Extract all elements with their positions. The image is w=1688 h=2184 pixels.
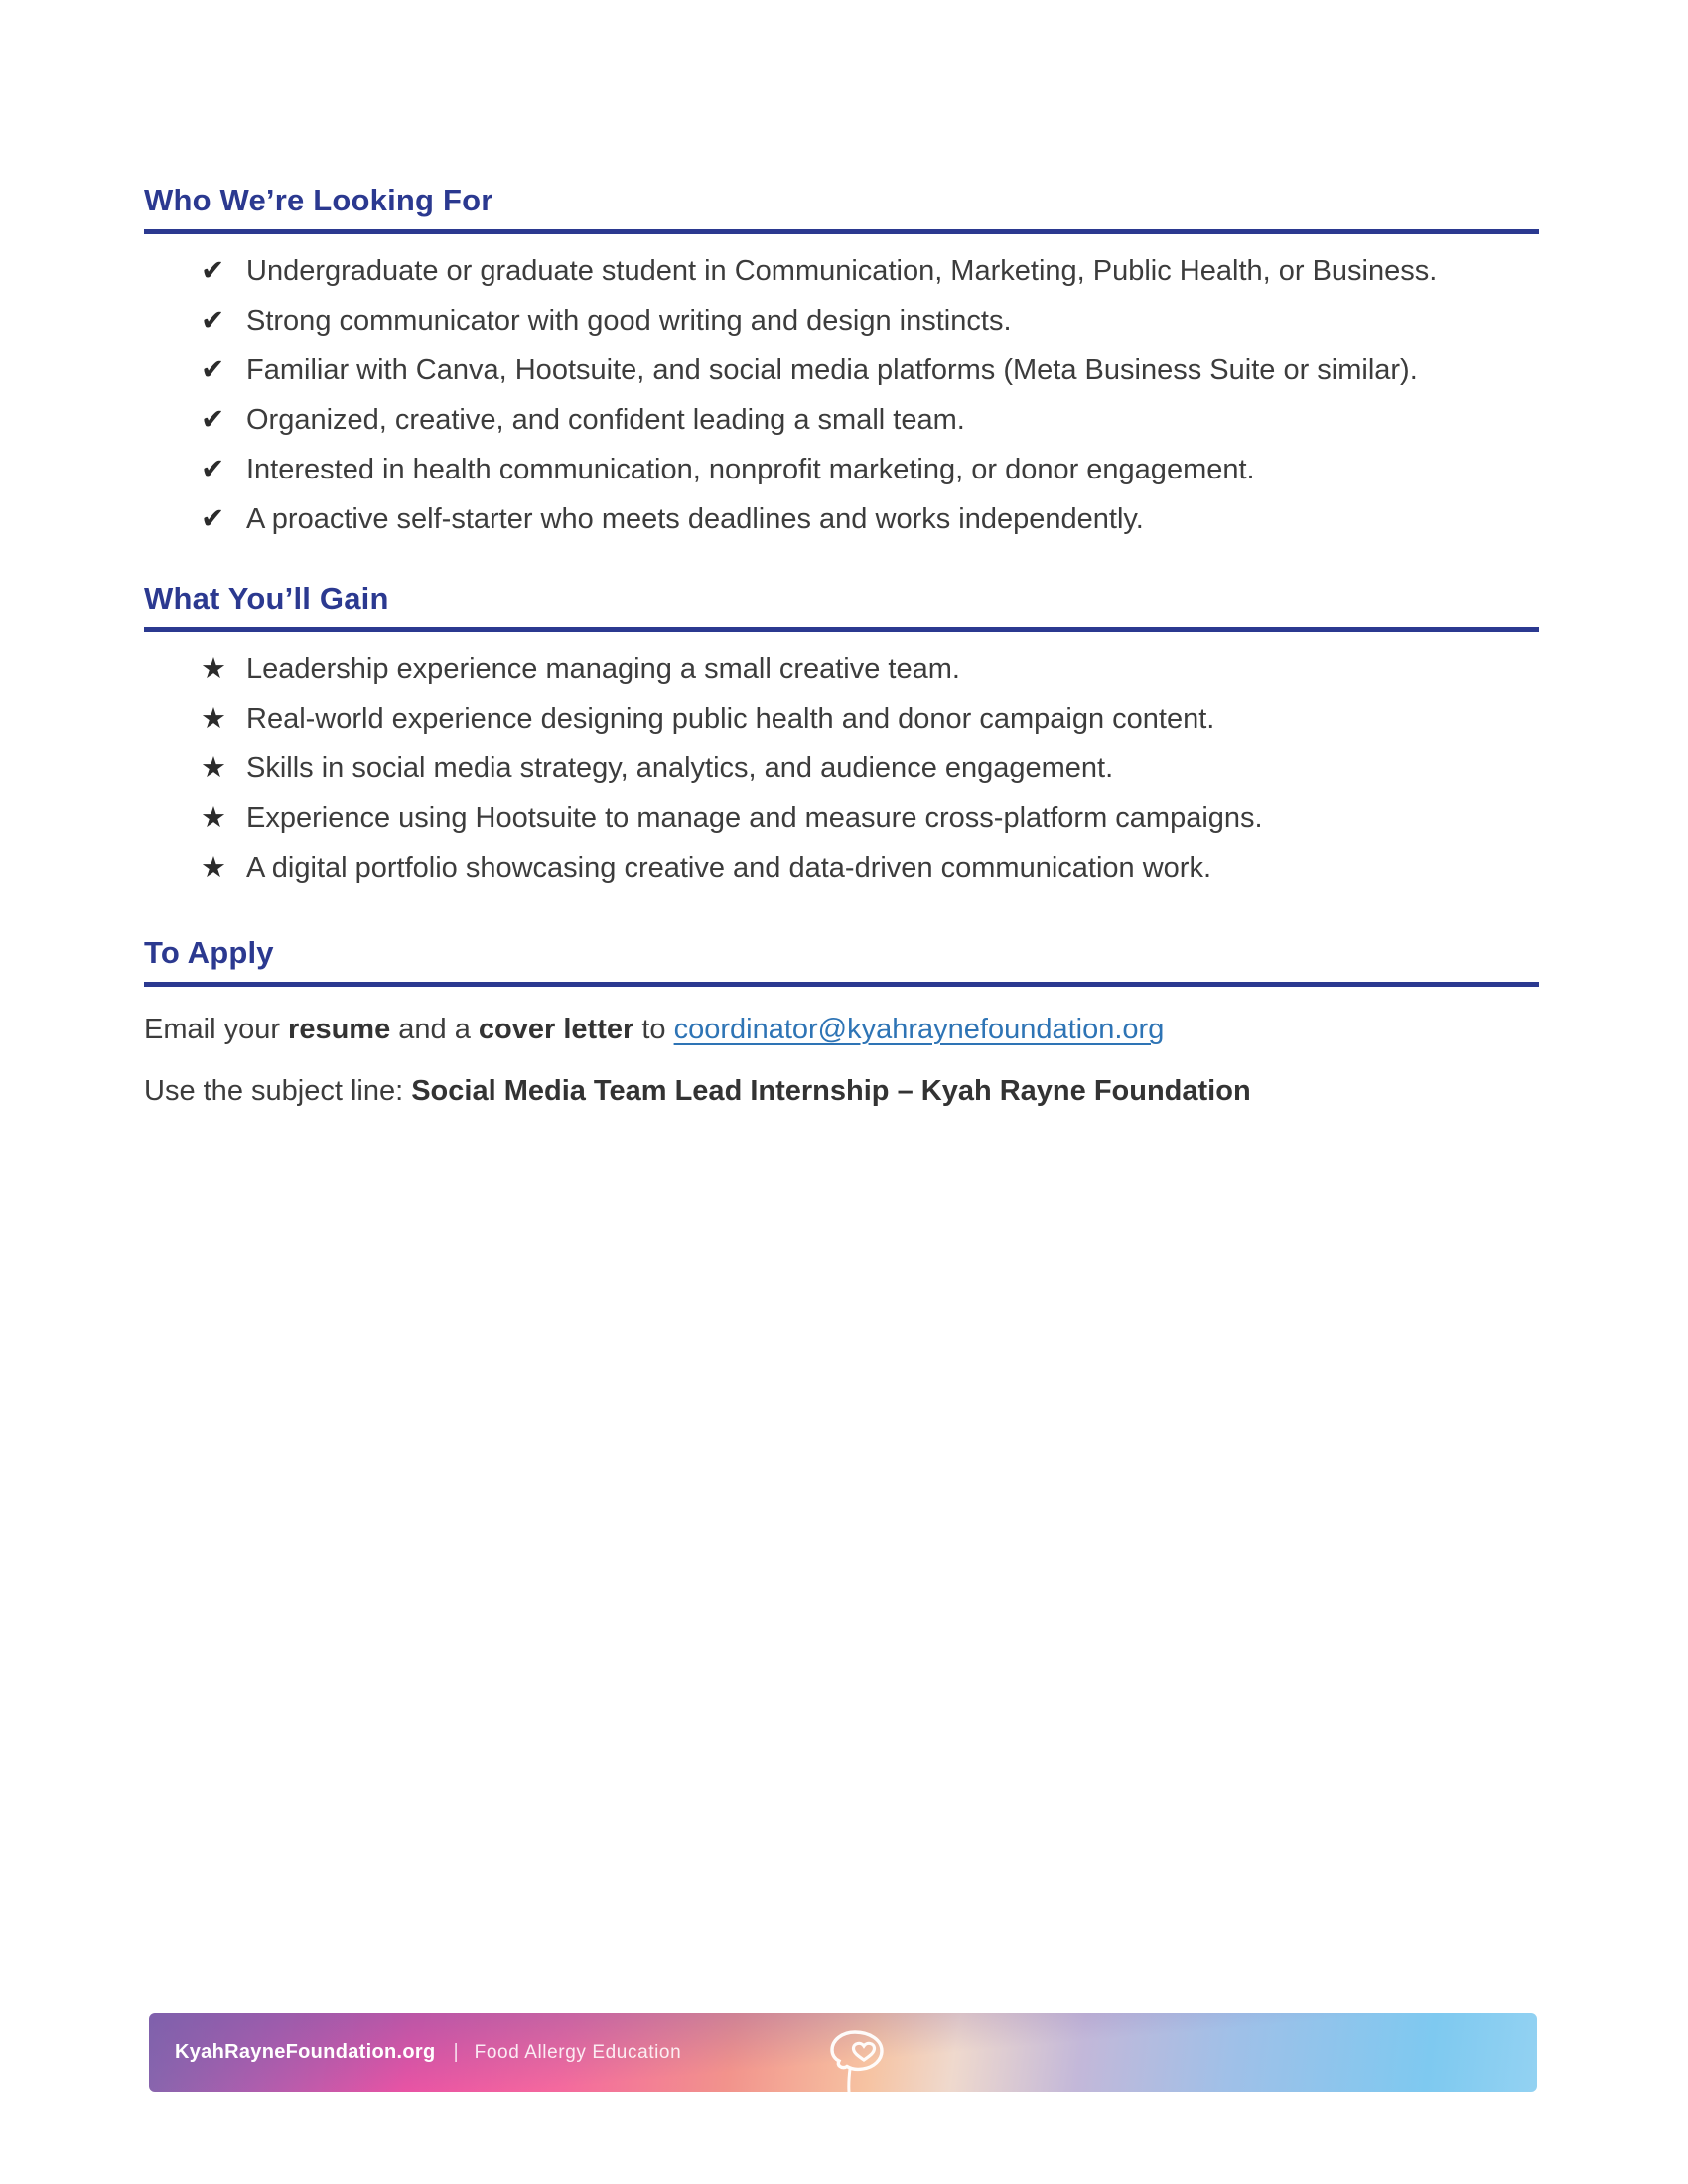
email-line-prefix: Email your [144, 1014, 289, 1045]
subject-line-prefix: Use the subject line: [144, 1075, 412, 1107]
checkmark-icon: ✔ [201, 404, 225, 436]
list-item [144, 694, 1539, 744]
star-icon: ★ [201, 852, 226, 884]
list-item [144, 494, 1539, 544]
section-heading-to-apply: To Apply [144, 935, 274, 970]
list-item [144, 644, 1539, 694]
list-item [144, 345, 1539, 395]
list-item [144, 445, 1539, 494]
footer-divider: | [453, 2041, 459, 2063]
checkmark-icon: ✔ [201, 305, 225, 337]
footer-tagline: Food Allergy Education [474, 2041, 682, 2063]
list-item [144, 744, 1539, 793]
list-item-text: Interested in health communication, nonprofit marketing, or donor engagement. [246, 454, 1255, 485]
requirements-list [144, 246, 1539, 544]
list-item-text: Undergraduate or graduate student in Communication, Marketing, Public Health, or Business. [246, 255, 1438, 287]
list-item-text: Familiar with Canva, Hootsuite, and social media platforms (Meta Business Suite or similar). [246, 354, 1418, 386]
section-rule [144, 229, 1539, 234]
star-icon: ★ [201, 802, 226, 834]
list-item-text: A proactive self-starter who meets deadlines and works independently. [246, 503, 1144, 535]
list-item [144, 296, 1539, 345]
list-item-text: Experience using Hootsuite to manage and measure cross-platform campaigns. [246, 802, 1263, 834]
checkmark-icon: ✔ [201, 454, 225, 485]
list-item-text: Leadership experience managing a small creative team. [246, 653, 960, 685]
section-rule [144, 982, 1539, 987]
list-item [144, 793, 1539, 843]
benefits-list [144, 644, 1539, 892]
list-item-text: Skills in social media strategy, analytics, and audience engagement. [246, 752, 1114, 784]
page-content [144, 0, 1539, 1108]
email-line-middle: and a [390, 1014, 479, 1045]
checkmark-icon: ✔ [201, 354, 225, 386]
list-item-text: A digital portfolio showcasing creative and data-driven communication work. [246, 852, 1211, 884]
star-icon: ★ [201, 653, 226, 685]
subject-line-bold-text: Social Media Team Lead Internship – Kyah Rayne Foundation [411, 1075, 1251, 1107]
section-heading-who-were-looking-for: Who We’re Looking For [144, 183, 493, 217]
list-item [144, 843, 1539, 892]
star-icon: ★ [201, 752, 226, 784]
list-item-text: Organized, creative, and confident leading a small team. [246, 404, 965, 436]
section-heading-what-youll-gain: What You’ll Gain [144, 581, 389, 615]
footer-brand-bar [149, 2013, 1537, 2092]
checkmark-icon: ✔ [201, 503, 225, 535]
list-item [144, 395, 1539, 445]
cover-letter-bold-text: cover letter [478, 1014, 634, 1045]
resume-bold-text: resume [288, 1014, 391, 1045]
list-item-text: Real-world experience designing public health and donor campaign content. [246, 703, 1215, 735]
footer-site-url: KyahRayneFoundation.org [175, 2041, 436, 2063]
email-line-to: to [633, 1014, 674, 1045]
list-item [144, 246, 1539, 296]
apply-email-line [144, 1013, 1539, 1046]
list-item-text: Strong communicator with good writing and design instincts. [246, 305, 1012, 337]
apply-subject-line [144, 1074, 1539, 1108]
star-icon: ★ [201, 703, 226, 735]
coordinator-email-link[interactable]: coordinator@kyahraynefoundation.org [673, 1014, 1165, 1045]
checkmark-icon: ✔ [201, 255, 225, 287]
section-rule [144, 627, 1539, 632]
balloon-heart-logo-icon [824, 2029, 896, 2092]
